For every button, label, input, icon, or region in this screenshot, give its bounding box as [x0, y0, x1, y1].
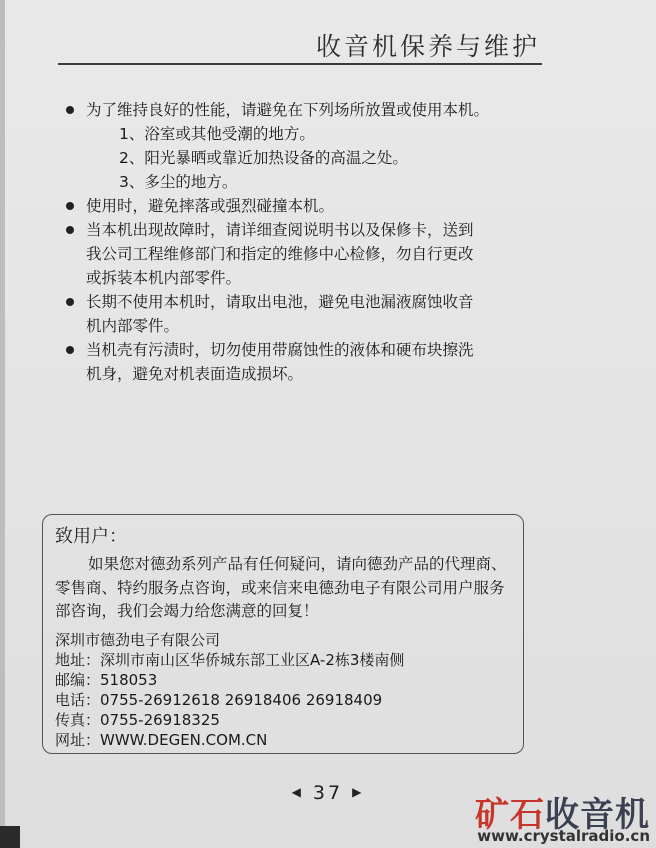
- scan-edge-mark: [0, 826, 20, 848]
- list-item: [64, 194, 554, 218]
- company-address: 地址：深圳市南山区华侨城东部工业区A-2栋3楼南侧: [55, 650, 405, 669]
- arrow-left-icon: ◀: [291, 785, 304, 799]
- website: 网址：WWW.DEGEN.COM.CN: [55, 730, 268, 749]
- list-item: [64, 98, 554, 122]
- arrow-right-icon: ▶: [352, 785, 365, 799]
- watermark-url: www.crystalradio.cn: [477, 827, 650, 845]
- contact-info: [55, 630, 511, 750]
- sub-item: 3、多尘的地方。: [119, 173, 238, 191]
- list-item: [64, 338, 554, 386]
- sub-item: 2、阳光暴晒或靠近加热设备的高温之处。: [119, 149, 408, 167]
- notice-body: 如果您对德劲系列产品有任何疑问，请向德劲产品的代理商、零售商、特约服务点咨询，或来信来电德劲电子有限公司用户服务部咨询，我们会竭力给您满意的回复！: [55, 555, 507, 620]
- page-number-value: 37: [312, 782, 344, 804]
- list-item-line: 机内部零件。: [86, 317, 180, 335]
- bullet-icon: [66, 226, 74, 234]
- page-edge-shadow: [0, 0, 5, 848]
- page-title: 收音机保养与维护: [315, 32, 540, 61]
- fax-number: 传真：0755-26918325: [55, 710, 220, 729]
- list-item-line: 当机壳有污渍时，切勿使用带腐蚀性的液体和硬布块擦洗: [86, 341, 474, 359]
- bullet-icon: [66, 298, 74, 306]
- bullet-icon: [66, 346, 74, 354]
- list-item-line: 机身，避免对机表面造成损坏。: [86, 365, 304, 383]
- postcode: 邮编：518053: [55, 670, 158, 689]
- list-item: [64, 290, 554, 338]
- list-item-line: 或拆装本机内部零件。: [86, 269, 242, 287]
- notice-title: 致用户：: [55, 526, 127, 547]
- bullet-icon: [66, 106, 74, 114]
- sub-item: 1、浴室或其他受潮的地方。: [119, 125, 315, 143]
- watermark-logo-accent: 矿石: [475, 795, 545, 835]
- care-instructions-list: [64, 98, 554, 386]
- bullet-icon: [66, 202, 74, 210]
- customer-notice-box: [42, 514, 524, 754]
- list-item-text: 使用时，避免摔落或强烈碰撞本机。: [86, 197, 335, 215]
- phone-numbers: 电话：0755-26912618 26918406 26918409: [55, 690, 383, 709]
- list-item-line: 我公司工程维修部门和指定的维修中心检修，勿自行更改: [86, 245, 474, 263]
- watermark-logo-rest: 收音机: [545, 795, 650, 835]
- list-item: [64, 218, 554, 290]
- list-item-text: 为了维持良好的性能，请避免在下列场所放置或使用本机。: [86, 101, 490, 119]
- header-divider: [58, 63, 542, 65]
- list-item-line: 当本机出现故障时，请详细查阅说明书以及保修卡，送到: [86, 221, 474, 239]
- company-name: 深圳市德劲电子有限公司: [55, 630, 221, 649]
- list-item-line: 长期不使用本机时，请取出电池，避免电池漏液腐蚀收音: [86, 293, 474, 311]
